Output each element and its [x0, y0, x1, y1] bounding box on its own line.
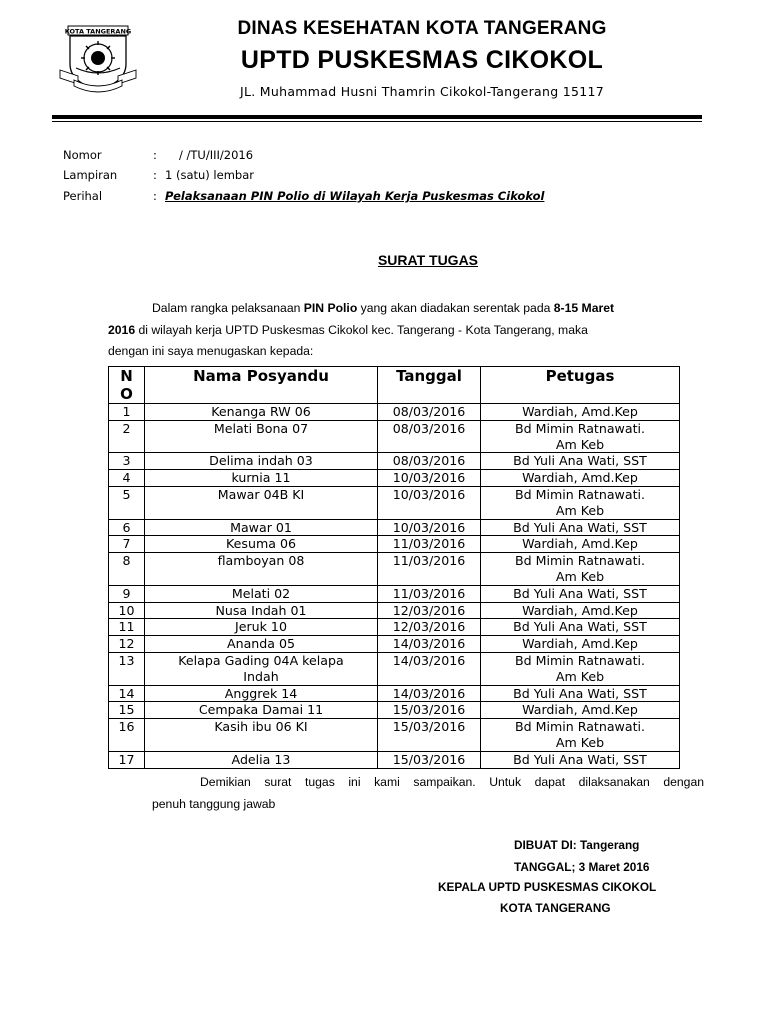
cell-date	[378, 470, 481, 487]
cell-no-text: 16	[118, 719, 135, 735]
cell-date	[378, 536, 481, 553]
cell-officer-text: Bd Mimin Ratnawati.	[514, 652, 646, 668]
meta-colon: :	[153, 168, 157, 182]
cell-officer-text: Bd Yuli Ana Wati, SST	[513, 619, 647, 635]
cell-date	[378, 619, 481, 636]
cell-name-text: Indah	[243, 668, 279, 684]
cell-no-text: 9	[122, 585, 131, 601]
table-row	[109, 486, 680, 519]
cell-officer	[481, 519, 680, 536]
cell-officer-text: Am Keb	[555, 734, 605, 750]
header-no-line2: O	[120, 385, 133, 403]
cell-date-text: 10/03/2016	[392, 486, 466, 502]
cell-name	[145, 652, 378, 685]
table-row	[109, 652, 680, 685]
cell-date-text: 15/03/2016	[392, 719, 466, 735]
closing-line: Demikian surat tugas ini kami sampaikan. Untuk dapat dilaksanakan dengan	[200, 775, 704, 789]
cell-date	[378, 553, 481, 586]
cell-no	[109, 519, 145, 536]
cell-no	[109, 470, 145, 487]
table-row	[109, 420, 680, 453]
header-no	[109, 367, 145, 404]
cell-name-text: Jeruk 10	[235, 619, 287, 635]
table-header-row	[109, 367, 680, 404]
cell-officer-text: Am Keb	[555, 436, 605, 452]
cell-name-text: kurnia 11	[231, 470, 291, 486]
cell-officer-text: Bd Yuli Ana Wati, SST	[513, 453, 647, 469]
closing-line: penuh tanggung jawab	[152, 796, 276, 811]
assignment-table	[108, 366, 680, 769]
document-title: SURAT TUGAS	[377, 252, 479, 268]
cell-name-text: Kasih ibu 06 KI	[214, 719, 308, 735]
header-no-line1: N	[120, 367, 133, 385]
office-name: UPTD PUSKESMAS CIKOKOL	[240, 46, 604, 74]
cell-officer-text: Bd Mimin Ratnawati.	[514, 486, 646, 502]
cell-name	[145, 536, 378, 553]
cell-officer	[481, 453, 680, 470]
cell-officer	[481, 652, 680, 685]
cell-officer-text: Bd Yuli Ana Wati, SST	[513, 519, 647, 535]
table-row	[109, 619, 680, 636]
cell-no	[109, 719, 145, 752]
signature-position: KEPALA UPTD PUSKESMAS CIKOKOL	[438, 880, 657, 894]
cell-name	[145, 719, 378, 752]
cell-name	[145, 486, 378, 519]
cell-date-text: 10/03/2016	[392, 470, 466, 486]
cell-no-text: 8	[122, 553, 131, 569]
cell-officer-text: Bd Yuli Ana Wati, SST	[513, 751, 647, 767]
cell-date	[378, 652, 481, 685]
cell-officer-text: Am Keb	[555, 568, 605, 584]
cell-officer	[481, 585, 680, 602]
cell-date	[378, 702, 481, 719]
cell-no	[109, 751, 145, 768]
cell-name	[145, 420, 378, 453]
cell-officer	[481, 751, 680, 768]
cell-officer-text: Wardiah, Amd.Kep	[522, 702, 638, 718]
cell-name-text: Kelapa Gading 04A kelapa	[178, 652, 344, 668]
cell-no	[109, 702, 145, 719]
cell-name	[145, 453, 378, 470]
cell-no	[109, 636, 145, 653]
table-row	[109, 470, 680, 487]
cell-officer	[481, 602, 680, 619]
cell-officer-text: Wardiah, Amd.Kep	[522, 602, 638, 618]
intro-bold-date: 8-15 Maret	[553, 301, 615, 315]
cell-date	[378, 751, 481, 768]
cell-date	[378, 636, 481, 653]
cell-no	[109, 404, 145, 421]
table-row	[109, 685, 680, 702]
header-rule-thin	[52, 121, 702, 122]
meta-label: Lampiran	[63, 168, 118, 182]
meta-colon: :	[153, 189, 157, 203]
cell-date-text: 08/03/2016	[392, 453, 466, 469]
cell-name-text: Kenanga RW 06	[211, 404, 311, 419]
header-rule-thick	[52, 115, 702, 119]
logo-top-text: KOTA TANGERANG	[64, 27, 132, 36]
cell-officer	[481, 553, 680, 586]
cell-no	[109, 585, 145, 602]
signature-city: KOTA TANGERANG	[500, 901, 611, 915]
cell-name	[145, 519, 378, 536]
cell-officer-text: Bd Mimin Ratnawati.	[514, 553, 646, 569]
cell-officer-text: Am Keb	[555, 502, 605, 518]
cell-no	[109, 536, 145, 553]
cell-date-text: 12/03/2016	[392, 602, 466, 618]
cell-date-text: 12/03/2016	[392, 619, 466, 635]
header-name: Nama Posyandu	[145, 367, 378, 404]
cell-officer	[481, 685, 680, 702]
cell-officer	[481, 636, 680, 653]
cell-no-text: 12	[118, 636, 135, 652]
cell-date	[378, 404, 481, 421]
cell-no-text: 7	[122, 536, 131, 552]
cell-no-text: 6	[122, 519, 131, 535]
cell-date	[378, 719, 481, 752]
cell-date-text: 11/03/2016	[392, 585, 466, 601]
intro-text: di wilayah kerja UPTD Puskesmas Cikokol kec. Tangerang - Kota Tangerang, maka	[135, 322, 588, 337]
signature-date: TANGGAL; 3 Maret 2016	[514, 860, 650, 874]
cell-name-text: Melati 02	[231, 585, 291, 601]
cell-name	[145, 470, 378, 487]
cell-name-text: Anggrek 14	[224, 685, 298, 701]
table-row	[109, 553, 680, 586]
cell-date-text: 08/03/2016	[392, 404, 466, 419]
cell-officer-text: Bd Yuli Ana Wati, SST	[513, 585, 647, 601]
cell-date-text: 11/03/2016	[392, 536, 466, 552]
cell-no-text: 15	[118, 702, 135, 718]
cell-name	[145, 602, 378, 619]
cell-name-text: Nusa Indah 01	[215, 602, 307, 618]
office-address: JL. Muhammad Husni Thamrin Cikokol-Tangerang 15117	[240, 84, 604, 99]
cell-date	[378, 585, 481, 602]
cell-no-text: 4	[122, 470, 131, 486]
intro-text: yang akan diadakan serentak pada	[357, 301, 554, 315]
cell-officer-text: Wardiah, Amd.Kep	[522, 536, 638, 552]
cell-name	[145, 619, 378, 636]
cell-date-text: 08/03/2016	[392, 420, 466, 436]
cell-no-text: 14	[118, 685, 135, 701]
cell-no-text: 1	[122, 404, 131, 419]
table-row	[109, 519, 680, 536]
cell-date-text: 10/03/2016	[392, 519, 466, 535]
cell-officer-text: Wardiah, Amd.Kep	[522, 404, 638, 419]
cell-name-text: Cempaka Damai 11	[198, 702, 324, 718]
agency-name: DINAS KESEHATAN KOTA TANGERANG	[237, 18, 607, 39]
cell-date	[378, 685, 481, 702]
cell-officer-text: Bd Yuli Ana Wati, SST	[513, 685, 647, 701]
cell-officer	[481, 486, 680, 519]
cell-no-text: 10	[118, 602, 135, 618]
header-date: Tanggal	[378, 367, 481, 404]
meta-colon: :	[153, 148, 157, 162]
cell-officer	[481, 702, 680, 719]
cell-no	[109, 602, 145, 619]
cell-officer	[481, 404, 680, 421]
cell-officer	[481, 719, 680, 752]
cell-name	[145, 553, 378, 586]
cell-name-text: Mawar 04B KI	[217, 486, 305, 502]
cell-name	[145, 702, 378, 719]
cell-name	[145, 585, 378, 602]
cell-no	[109, 652, 145, 685]
signature-place: DIBUAT DI: Tangerang	[514, 838, 640, 852]
cell-name-text: Kesuma 06	[226, 536, 296, 552]
cell-name-text: Delima indah 03	[209, 453, 313, 469]
table-row	[109, 536, 680, 553]
intro-bold-year: 2016	[108, 322, 136, 337]
cell-name	[145, 636, 378, 653]
cell-no-text: 5	[122, 486, 131, 502]
cell-no-text: 17	[118, 751, 135, 767]
closing-paragraph	[152, 772, 704, 815]
cell-date	[378, 420, 481, 453]
cell-date	[378, 519, 481, 536]
table-row	[109, 719, 680, 752]
cell-name-text: Melati Bona 07	[213, 420, 309, 436]
cell-name	[145, 404, 378, 421]
meta-value-subject: Pelaksanaan PIN Polio di Wilayah Kerja Puskesmas Cikokol	[165, 189, 545, 203]
cell-no	[109, 486, 145, 519]
cell-officer-text: Bd Mimin Ratnawati.	[514, 719, 646, 735]
cell-name-text: Adelia 13	[231, 751, 291, 767]
table-row	[109, 751, 680, 768]
table-row	[109, 453, 680, 470]
cell-officer	[481, 420, 680, 453]
cell-date	[378, 486, 481, 519]
meta-label: Nomor	[63, 148, 102, 162]
cell-name-text: Mawar 01	[230, 519, 292, 535]
meta-label: Perihal	[63, 189, 103, 203]
intro-bold-program: PIN Polio	[303, 301, 358, 315]
cell-no-text: 11	[118, 619, 135, 635]
cell-name	[145, 751, 378, 768]
table-row	[109, 404, 680, 421]
table-row	[109, 702, 680, 719]
intro-text: dengan ini saya menugaskan kepada:	[108, 344, 314, 358]
cell-officer	[481, 470, 680, 487]
cell-date-text: 14/03/2016	[392, 652, 466, 668]
cell-name-text: Ananda 05	[226, 636, 296, 652]
header-officer: Petugas	[481, 367, 680, 404]
cell-no-text: 3	[122, 453, 131, 469]
cell-officer-text: Bd Mimin Ratnawati.	[514, 420, 646, 436]
cell-no	[109, 685, 145, 702]
cell-no-text: 13	[118, 652, 135, 668]
cell-date-text: 11/03/2016	[392, 553, 466, 569]
cell-no	[109, 619, 145, 636]
cell-officer-text: Am Keb	[555, 668, 605, 684]
table-row	[109, 585, 680, 602]
intro-text: Dalam rangka pelaksanaan	[152, 301, 304, 315]
cell-no-text: 2	[122, 420, 131, 436]
intro-paragraph	[108, 298, 690, 363]
cell-name-text: flamboyan 08	[217, 553, 305, 569]
cell-name	[145, 685, 378, 702]
cell-no	[109, 453, 145, 470]
meta-value: 1 (satu) lembar	[165, 168, 254, 182]
cell-date-text: 14/03/2016	[392, 636, 466, 652]
cell-date-text: 15/03/2016	[392, 751, 466, 767]
cell-no	[109, 420, 145, 453]
cell-officer	[481, 536, 680, 553]
cell-date-text: 15/03/2016	[392, 702, 466, 718]
table-row	[109, 602, 680, 619]
table-row	[109, 636, 680, 653]
cell-date	[378, 602, 481, 619]
cell-officer-text: Wardiah, Amd.Kep	[522, 636, 638, 652]
cell-date-text: 14/03/2016	[392, 685, 466, 701]
cell-officer	[481, 619, 680, 636]
cell-date	[378, 453, 481, 470]
cell-officer-text: Wardiah, Amd.Kep	[522, 470, 638, 486]
meta-value: / /TU/III/2016	[179, 148, 254, 162]
cell-no	[109, 553, 145, 586]
